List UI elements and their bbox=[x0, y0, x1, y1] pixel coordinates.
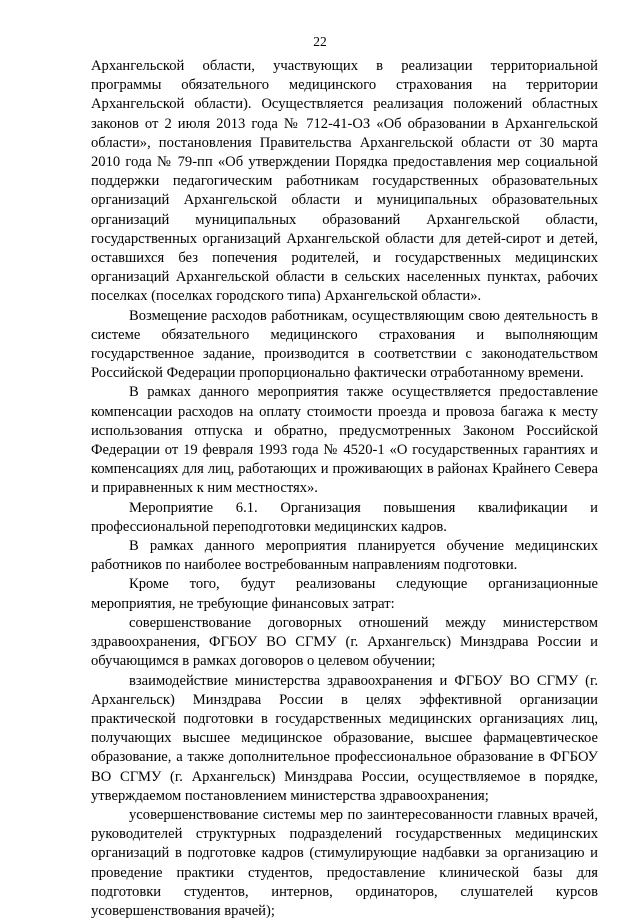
paragraph-training-plan: В рамках данного мероприятия планируется обучение медицинских работников по наиболее востребованным направлениям подготовки. bbox=[91, 538, 598, 574]
list-item-incentive-system: усовершенствование системы мер по заинтересованности главных врачей, руководителей структурных подразделений государственных медицинских организаций в подготовке кадров (стимулирующие надбавки за организацию и проведение практики студентов, предоставление клинической базы для подготовки студентов, интернов, ординаторов, слушателей курсов усовершенствования врачей); bbox=[91, 806, 598, 919]
page-number: 22 bbox=[313, 34, 327, 49]
document-body bbox=[91, 57, 598, 921]
paragraph-regional-laws: Архангельской области, участвующих в реализации территориальной программы обязательного медицинского страхования на территории Архангельской области). Осуществляется реализация положений областных законов от 2 июля 2013 года № 712-41-ОЗ «Об образовании в Архангельской области», постановления Правительства Архангельской области от 30 марта 2010 года № 79-пп «Об утверждении Порядка предоставления мер социальной поддержки педагогическим работникам государственных образовательных организаций Архангельской области и муниципальных образовательных организаций муниципальных образований Архангельской области, государственных организаций Архангельской области для детей-сирот и детей, оставшихся без попечения родителей, и государственных медицинских организаций Архангельской области в сельских населенных пунктах, рабочих поселках (поселках городского типа) Архангельской области». bbox=[91, 58, 598, 305]
list-item-ministry-interaction: взаимодействие министерства здравоохранения и ФГБОУ ВО СГМУ (г. Архангельск) Минздрава России в целях эффективной организации практической подготовки в государственных медицинских организациях лиц, получающих высшее медицинское образование, высшее фармацевтическое образование, а также дополнительное профессиональное образование в ФГБОУ ВО СГМУ (г. Архангельск) Минздрава России, осуществляемое в порядке, утверждаемом постановлением министерства здравоохранения; bbox=[91, 672, 598, 804]
paragraph-measure-6-1: Мероприятие 6.1. Организация повышения квалификации и профессиональной переподготовки медицинских кадров. bbox=[91, 499, 598, 535]
paragraph-organizational-measures: Кроме того, будут реализованы следующие организационные мероприятия, не требующие финансовых затрат: bbox=[91, 576, 598, 612]
paragraph-travel-compensation: В рамках данного мероприятия также осуществляется предоставление компенсации расходов на оплату стоимости проезда и провоза багажа к месту использования отпуска и обратно, предусмотренных Законом Российской Федерации от 19 февраля 1993 года № 4520-1 «О государственных гарантиях и компенсациях для лиц, работающих и проживающих в районах Крайнего Севера и приравненных к ним местностях». bbox=[91, 384, 598, 497]
list-item-contract-relations: совершенствование договорных отношений между министерством здравоохранения, ФГБОУ ВО СГМУ (г. Архангельск) Минздрава России и обучающимся в рамках договоров о целевом обучении; bbox=[91, 614, 598, 670]
paragraph-expense-reimbursement: Возмещение расходов работникам, осуществляющим свою деятельность в системе обязательного медицинского страхования и выполняющим государственное задание, производится в соответствии с законодательством Российской Федерации пропорционально фактически отработанному времени. bbox=[91, 307, 598, 382]
